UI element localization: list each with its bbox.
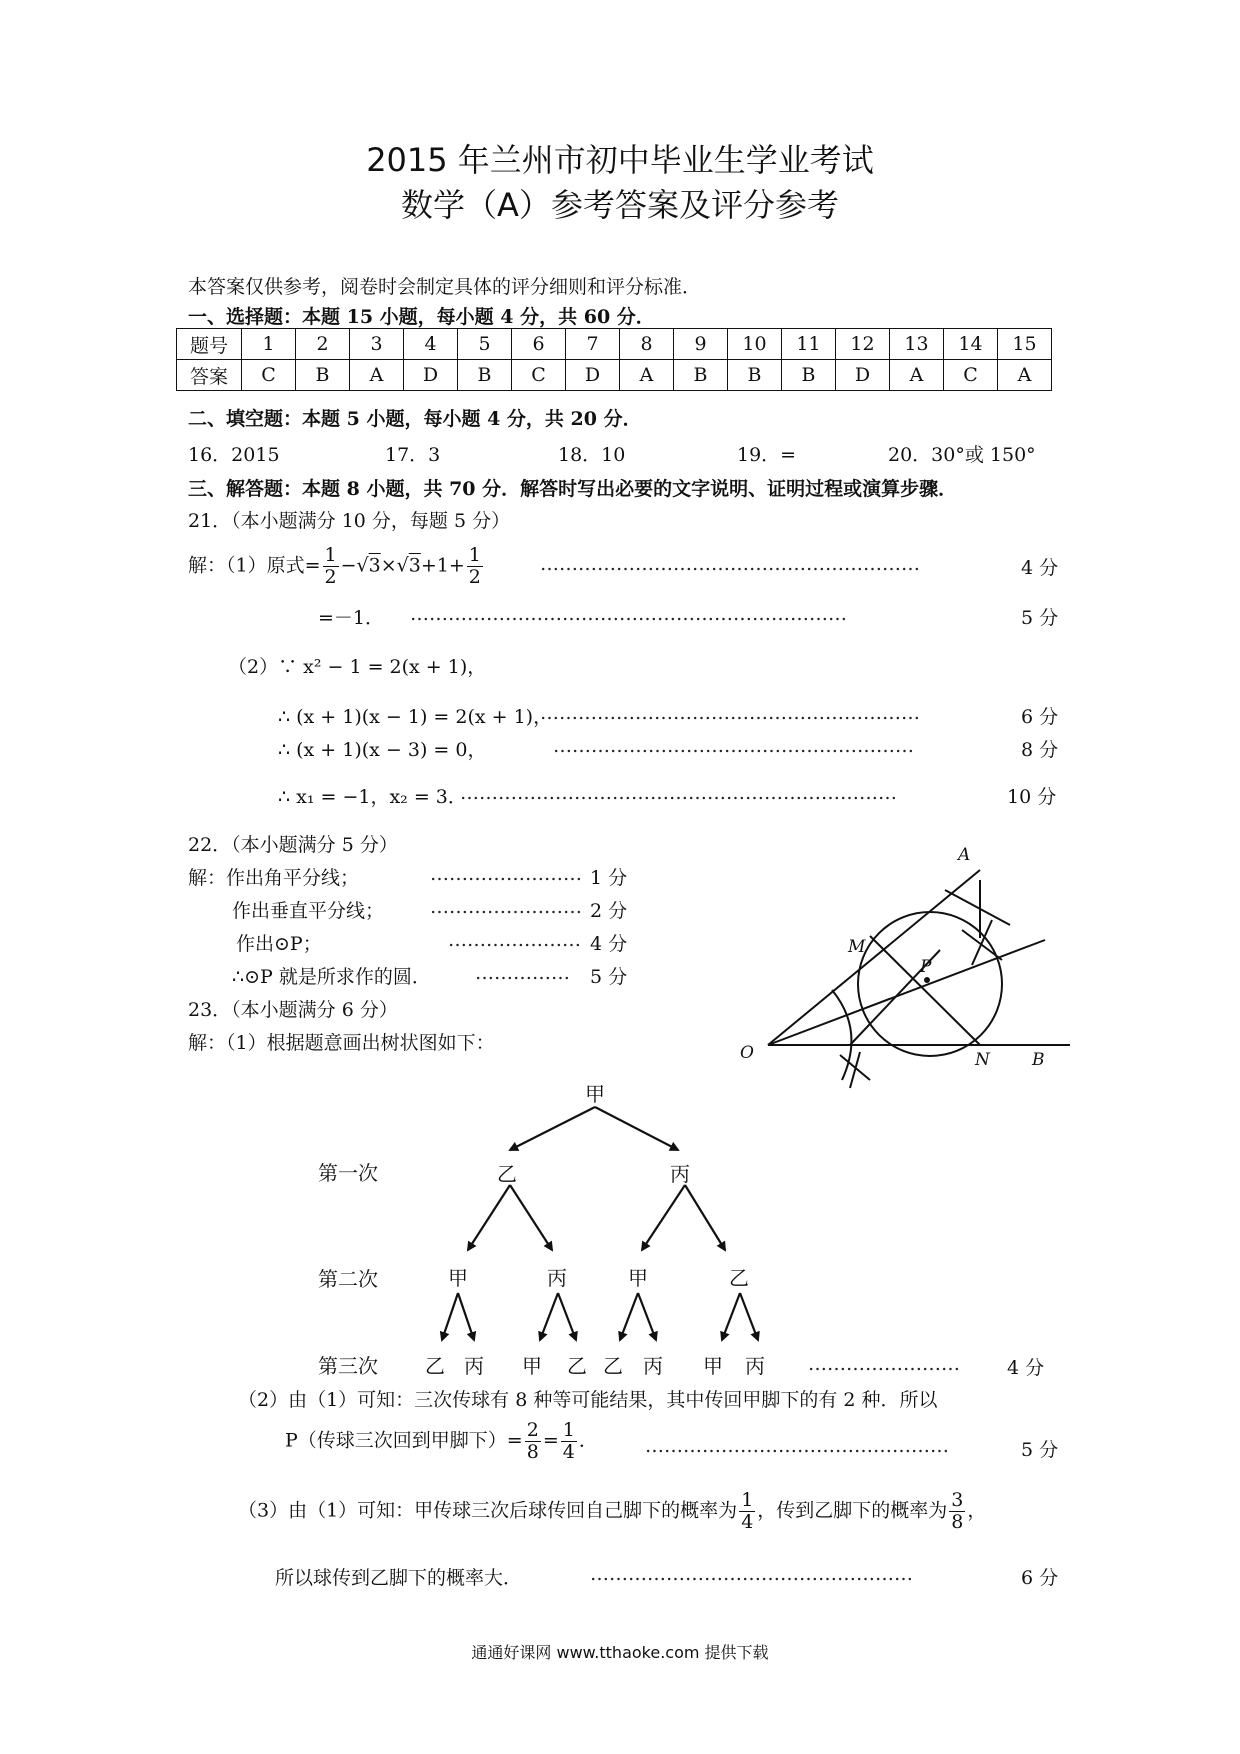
- q21-heading: 21．（本小题满分 10 分，每题 5 分）: [188, 510, 511, 532]
- tree-level-label: 第一次: [318, 1161, 378, 1185]
- tree-node: 乙: [497, 1162, 517, 1186]
- tree-arrow: [558, 1293, 576, 1340]
- table-cell: D: [566, 360, 620, 391]
- table-cell: B: [674, 360, 728, 391]
- tree-arrow: [740, 1293, 758, 1340]
- tree-node: 丙: [547, 1266, 567, 1290]
- q21-score-1: 4 分: [1021, 557, 1059, 579]
- q23-part-3-line-2: 所以球传到乙脚下的概率大．: [275, 1567, 523, 1589]
- table-cell: A: [350, 360, 404, 391]
- table-header-cell: 答案: [177, 360, 242, 391]
- tree-arrow: [442, 1293, 458, 1340]
- q21-line-6: ∴ x₁ = −1，x₂ = 3．: [278, 786, 467, 808]
- page-footer: 通通好课网 www.tthaoke.com 提供下载: [471, 1643, 769, 1662]
- q21-line-1: 解：（1）原式= $\frac{1}{2}$ −√3×√3+1+ $\frac{1}{2}$: [188, 544, 481, 588]
- q22-score-2: 2 分: [590, 900, 628, 922]
- tree-node: 丙: [643, 1354, 663, 1378]
- angle-bisector: [768, 940, 1045, 1045]
- q21-line-5: ∴ (x + 1)(x − 3) = 0，: [278, 739, 487, 761]
- q23-part-2-line-2: P（传球三次回到甲脚下）= $\frac{2}{8}$ = $\frac{1}{4}$ ．: [285, 1419, 598, 1463]
- dot-leader: ……………………………………………………………: [460, 782, 897, 804]
- tree-arrow: [468, 1185, 510, 1250]
- q21-score-3: 6 分: [1021, 706, 1059, 728]
- table-cell: B: [782, 360, 836, 391]
- q21-line-3: （2）∵ x² − 1 = 2(x + 1)，: [228, 656, 487, 678]
- table-cell: A: [620, 360, 674, 391]
- table-cell: C: [512, 360, 566, 391]
- tree-node: 乙: [567, 1354, 587, 1378]
- fill-answer-20: 20．30°或 150°: [888, 444, 1036, 466]
- fraction: $\frac{1}{4}$: [741, 1489, 754, 1533]
- tree-node: 乙: [425, 1354, 445, 1378]
- dot-leader: ……………: [475, 962, 570, 984]
- table-cell: 4: [404, 329, 458, 360]
- table-cell: A: [998, 360, 1052, 391]
- label-m: M: [848, 937, 866, 957]
- dot-leader: ……………………………………………………: [540, 702, 920, 724]
- fraction: $\frac{3}{8}$: [951, 1489, 964, 1533]
- tree-arrow: [642, 1185, 685, 1250]
- tree-arrow: [685, 1185, 725, 1250]
- q22-line-4: ∴⊙P 就是所求作的圆．: [232, 966, 431, 988]
- label-b: B: [1032, 1050, 1045, 1070]
- tree-node: 甲: [448, 1266, 468, 1290]
- q22-score-4: 5 分: [590, 966, 628, 988]
- q21-line-1-text: 解：（1）原式=: [188, 554, 321, 577]
- q23-part-2-text: P（传球三次回到甲脚下）=: [285, 1429, 523, 1452]
- table-cell: 15: [998, 329, 1052, 360]
- q21-line-4: ∴ (x + 1)(x − 1) = 2(x + 1)，: [278, 706, 553, 728]
- table-cell: C: [242, 360, 296, 391]
- tree-level-label: 第三次: [318, 1354, 378, 1378]
- dot-leader: ……………………: [430, 896, 582, 918]
- table-cell: B: [458, 360, 512, 391]
- page-subtitle: 数学（A）参考答案及评分参考: [401, 186, 839, 224]
- fraction: $\frac{1}{4}$: [562, 1419, 575, 1463]
- tree-arrow: [638, 1293, 656, 1340]
- fraction: $\frac{2}{8}$: [526, 1419, 539, 1463]
- label-o: O: [740, 1043, 754, 1063]
- dot-leader: ……………………: [808, 1353, 960, 1375]
- tree-node: 丙: [464, 1354, 484, 1378]
- dot-leader: ……………………………………………………: [540, 553, 920, 575]
- table-row: [177, 360, 1052, 391]
- tree-arrow: [510, 1107, 595, 1150]
- table-cell: 8: [620, 329, 674, 360]
- section-3-heading: 三、解答题：本题 8 小题，共 70 分．解答时写出必要的文字说明、证明过程或演算步骤．: [188, 478, 958, 500]
- tree-arrow: [595, 1107, 678, 1150]
- segment-mn: [870, 936, 980, 1045]
- page-title: 2015 年兰州市初中毕业生学业考试: [366, 141, 874, 179]
- section-2-heading: 二、填空题：本题 5 小题，每小题 4 分，共 20 分．: [188, 408, 642, 430]
- q23-score-1: 4 分: [1007, 1357, 1045, 1379]
- dot-leader: …………………: [448, 929, 581, 951]
- dot-leader: …………………………………………: [645, 1435, 949, 1457]
- tree-node: 乙: [603, 1354, 623, 1378]
- table-cell: D: [836, 360, 890, 391]
- tree-arrow: [458, 1293, 474, 1340]
- table-cell: B: [728, 360, 782, 391]
- section-1-heading: 一、选择题：本题 15 小题，每小题 4 分，共 60 分．: [188, 306, 655, 328]
- table-cell: 3: [350, 329, 404, 360]
- q23-part-2-line-1: （2）由（1）可知：三次传球有 8 种等可能结果，其中传回甲脚下的有 2 种．所以: [238, 1389, 938, 1411]
- point-p: [924, 977, 930, 983]
- table-cell: 11: [782, 329, 836, 360]
- tree-node: 甲: [522, 1354, 542, 1378]
- dot-leader: …………………………………………………: [553, 735, 914, 757]
- table-cell: 12: [836, 329, 890, 360]
- table-cell: B: [296, 360, 350, 391]
- tree-level-label: 第二次: [318, 1267, 378, 1291]
- tree-arrow: [540, 1293, 558, 1340]
- q22-line-3: 作出⊙P；: [236, 933, 322, 955]
- table-cell: 6: [512, 329, 566, 360]
- construction-figure: [740, 840, 1080, 1100]
- q23-score-3: 6 分: [1021, 1567, 1059, 1589]
- tree-arrows: [380, 1085, 800, 1355]
- tree-arrow: [510, 1185, 552, 1250]
- label-p: P: [920, 957, 932, 977]
- answer-table: [176, 328, 1052, 391]
- arc: [840, 1052, 870, 1088]
- tree-node-root: 甲: [585, 1082, 605, 1106]
- arc: [832, 990, 851, 1080]
- table-cell: 7: [566, 329, 620, 360]
- q23-part-3-text: （3）由（1）可知：甲传球三次后球传回自己脚下的概率为: [238, 1499, 738, 1522]
- fraction: $\frac{1}{2}$: [324, 544, 337, 588]
- dot-leader: ……………………………………………: [590, 1563, 913, 1585]
- table-cell: 10: [728, 329, 782, 360]
- dot-leader: ……………………………………………………………: [410, 603, 847, 625]
- tree-node: 甲: [703, 1354, 723, 1378]
- fill-answer-16: 16．2015: [188, 444, 280, 466]
- q23-line-1: 解：（1）根据题意画出树状图如下：: [188, 1032, 495, 1054]
- fill-answer-18: 18．10: [558, 444, 626, 466]
- table-cell: 1: [242, 329, 296, 360]
- q23-part-3-line-1: （3）由（1）可知：甲传球三次后球传回自己脚下的概率为 $\frac{1}{4}$ ，传到乙脚下的概率为 $\frac{3}{8}$ ，: [238, 1489, 987, 1533]
- tree-node: 丙: [745, 1354, 765, 1378]
- table-row: [177, 329, 1052, 360]
- tree-node: 丙: [670, 1162, 690, 1186]
- table-cell: 13: [890, 329, 944, 360]
- table-cell: A: [890, 360, 944, 391]
- dot-leader: ……………………: [430, 863, 582, 885]
- tree-node: 乙: [729, 1266, 749, 1290]
- q22-line-2: 作出垂直平分线；: [232, 900, 385, 922]
- table-cell: 14: [944, 329, 998, 360]
- q21-line-2: =－1．: [318, 607, 385, 629]
- table-cell: C: [944, 360, 998, 391]
- q23-heading: 23．（本小题满分 6 分）: [188, 999, 398, 1021]
- fill-answer-19: 19．=: [737, 444, 797, 466]
- tree-arrow: [722, 1293, 740, 1340]
- table-cell: D: [404, 360, 458, 391]
- q22-score-3: 4 分: [590, 933, 628, 955]
- q22-score-1: 1 分: [590, 867, 628, 889]
- q21-score-2: 5 分: [1021, 607, 1059, 629]
- q22-heading: 22．（本小题满分 5 分）: [188, 834, 398, 856]
- fraction: $\frac{1}{2}$: [468, 544, 481, 588]
- intro-text: 本答案仅供参考，阅卷时会制定具体的评分细则和评分标准．: [188, 276, 702, 298]
- table-cell: 5: [458, 329, 512, 360]
- table-cell: 9: [674, 329, 728, 360]
- fill-answer-17: 17．3: [385, 444, 441, 466]
- label-n: N: [975, 1050, 990, 1070]
- tree-node: 甲: [628, 1266, 648, 1290]
- table-header-cell: 题号: [177, 329, 242, 360]
- table-cell: 2: [296, 329, 350, 360]
- q22-line-1: 解：作出角平分线；: [188, 867, 360, 889]
- tree-arrow: [620, 1293, 638, 1340]
- q23-score-2: 5 分: [1021, 1439, 1059, 1461]
- q23-part-3-text-mid: ，传到乙脚下的概率为: [757, 1499, 948, 1522]
- q21-score-4: 8 分: [1021, 739, 1059, 761]
- q21-score-5: 10 分: [1007, 786, 1057, 808]
- label-a: A: [958, 845, 971, 865]
